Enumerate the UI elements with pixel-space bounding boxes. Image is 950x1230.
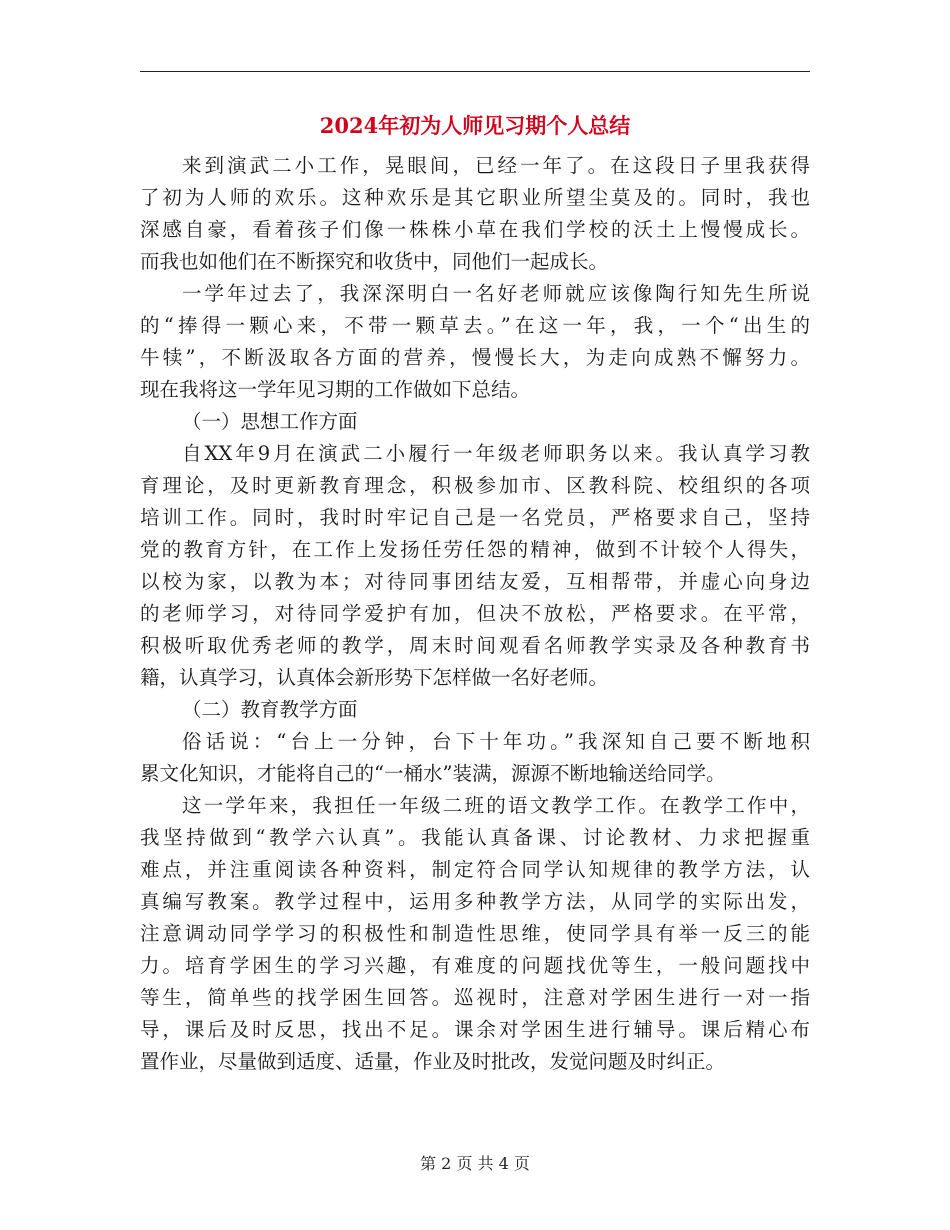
- text-line: 了初为人师的欢乐。这种欢乐是其它职业所望尘莫及的。同时，我也: [140, 186, 810, 209]
- text-line: 难点，并注重阅读各种资料，制定符合同学认知规律的教学方法，认: [140, 858, 810, 881]
- text-line: 俗话说：“台上一分钟，台下十年功。”我深知自己要不断地积: [182, 730, 810, 753]
- text-line: 自XX年9月在演武二小履行一年级老师职务以来。我认真学习教: [182, 442, 810, 465]
- text-line: 等生，简单些的找学困生回答。巡视时，注意对学困生进行一对一指: [140, 986, 810, 1009]
- text-line: 党的教育方针，在工作上发扬任劳任怨的精神，做到不计较个人得失，: [140, 538, 810, 561]
- text-line: 现在我将这一学年见习期的工作做如下总结。: [140, 378, 531, 401]
- paragraph: [140, 278, 810, 406]
- text-line: 深感自豪，看着孩子们像一株株小草在我们学校的沃土上慢慢成长。: [140, 218, 810, 241]
- section-heading: [140, 694, 810, 726]
- section-heading: [140, 406, 810, 438]
- document-title: 2024年初为人师见习期个人总结: [319, 113, 631, 138]
- text-line: 我坚持做到“教学六认真”。我能认真备课、讨论教材、力求把握重: [140, 826, 810, 849]
- text-line: 育理论，及时更新教育理念，积极参加市、区教科院、校组织的各项: [140, 474, 810, 497]
- text-line: 的“捧得一颗心来，不带一颗草去。”在这一年，我，一个“出生的: [140, 314, 810, 337]
- text-line: 以校为家，以教为本；对待同事团结友爱，互相帮带，并虚心向身边: [140, 570, 810, 593]
- text-line: 牛犊”，不断汲取各方面的营养，慢慢长大，为走向成熟不懈努力。: [140, 346, 810, 369]
- text-line: 积极听取优秀老师的教学，周末时间观看名师教学实录及各种教育书: [140, 634, 810, 657]
- paragraph: [140, 438, 810, 694]
- paragraph: [140, 150, 810, 278]
- text-line: 注意调动同学学习的积极性和制造性思维，使同学具有举一反三的能: [140, 922, 810, 945]
- text-line: 的老师学习，对待同学爱护有加，但决不放松，严格要求。在平常，: [140, 602, 810, 625]
- text-line: 籍，认真学习，认真体会新形势下怎样做一名好老师。: [140, 666, 609, 689]
- text-line: 这一学年来，我担任一年级二班的语文教学工作。在教学工作中，: [182, 794, 810, 817]
- document-body: [140, 150, 810, 1078]
- text-line: 导，课后及时反思，找出不足。课余对学困生进行辅导。课后精心布: [140, 1018, 810, 1041]
- page-footer: 第 2 页 共 4 页: [420, 1154, 530, 1173]
- text-line: 一学年过去了，我深深明白一名好老师就应该像陶行知先生所说: [182, 282, 810, 305]
- text-line: 而我也如他们在不断探究和收货中，同他们一起成长。: [140, 250, 609, 273]
- text-line: 累文化知识，才能将自己的“一桶水”装满，源源不断地输送给同学。: [140, 762, 726, 785]
- paragraph: [140, 726, 810, 790]
- text-line: 力。培育学困生的学习兴趣，有难度的问题找优等生，一般问题找中: [140, 954, 810, 977]
- text-line: 培训工作。同时，我时时牢记自己是一名党员，严格要求自己，坚持: [140, 506, 810, 529]
- text-line: 来到演武二小工作，晃眼间，已经一年了。在这段日子里我获得: [182, 154, 810, 177]
- text-line: 置作业，尽量做到适度、适量，作业及时批改，发觉问题及时纠正。: [140, 1050, 726, 1073]
- section-heading-text: （一）思想工作方面: [182, 410, 358, 433]
- section-heading-text: （二）教育教学方面: [182, 698, 358, 721]
- paragraph: [140, 790, 810, 1078]
- text-line: 真编写教案。教学过程中，运用多种教学方法，从同学的实际出发，: [140, 890, 810, 913]
- header-rule: [140, 71, 810, 72]
